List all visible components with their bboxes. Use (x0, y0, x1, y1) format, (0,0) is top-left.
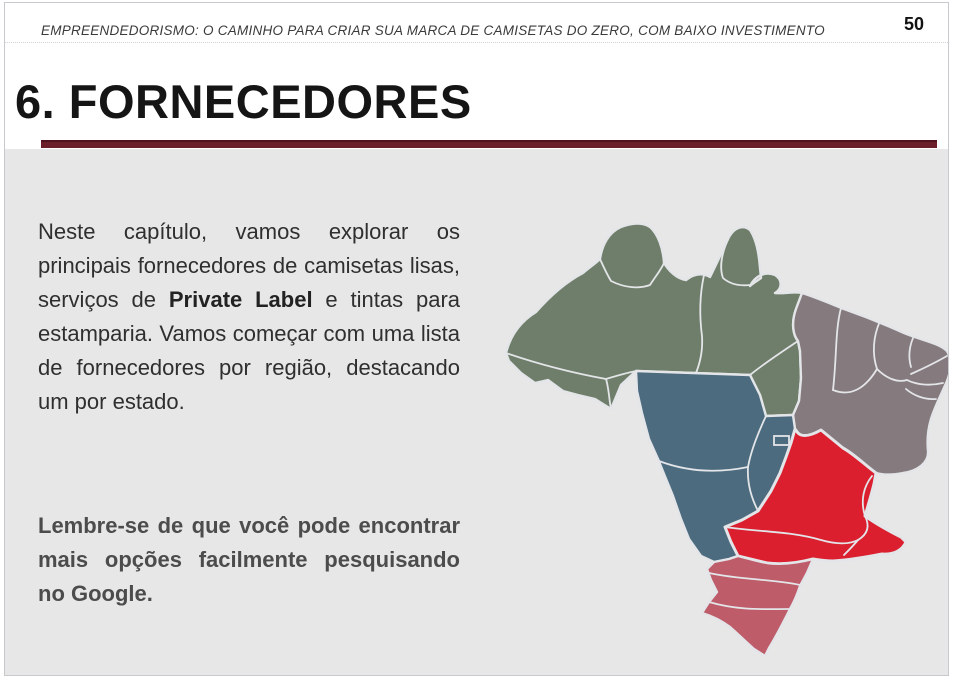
running-header-text: EMPREENDEDORISMO: O CAMINHO PARA CRIAR SUA MARCA DE CAMISETAS DO ZERO, COM BAIXO INVESTIMENTO (41, 23, 825, 38)
title-underline (41, 140, 937, 148)
document-page (4, 2, 949, 676)
intro-paragraph (38, 215, 460, 419)
content-area (5, 149, 948, 676)
intro-text-1: Neste capítulo, vamos explorar os principais fornecedores de camisetas lisas, serviços de (38, 219, 460, 312)
brazil-map (503, 223, 949, 659)
region-south (702, 556, 813, 656)
page-header (5, 3, 948, 43)
chapter-title: 6. FORNECEDORES (15, 75, 472, 128)
page-number: 50 (903, 14, 924, 34)
private-label-emphasis: Private Label (168, 287, 313, 312)
brazil-regions-svg (503, 223, 949, 659)
reminder-paragraph: Lembre-se de que você pode encontrar mais opções facilmente pesquisando no Google. (38, 513, 460, 606)
intro-text-2: e tintas para estamparia. Vamos começar com uma lista de fornecedores por região, destacando um por estado. (38, 287, 461, 414)
